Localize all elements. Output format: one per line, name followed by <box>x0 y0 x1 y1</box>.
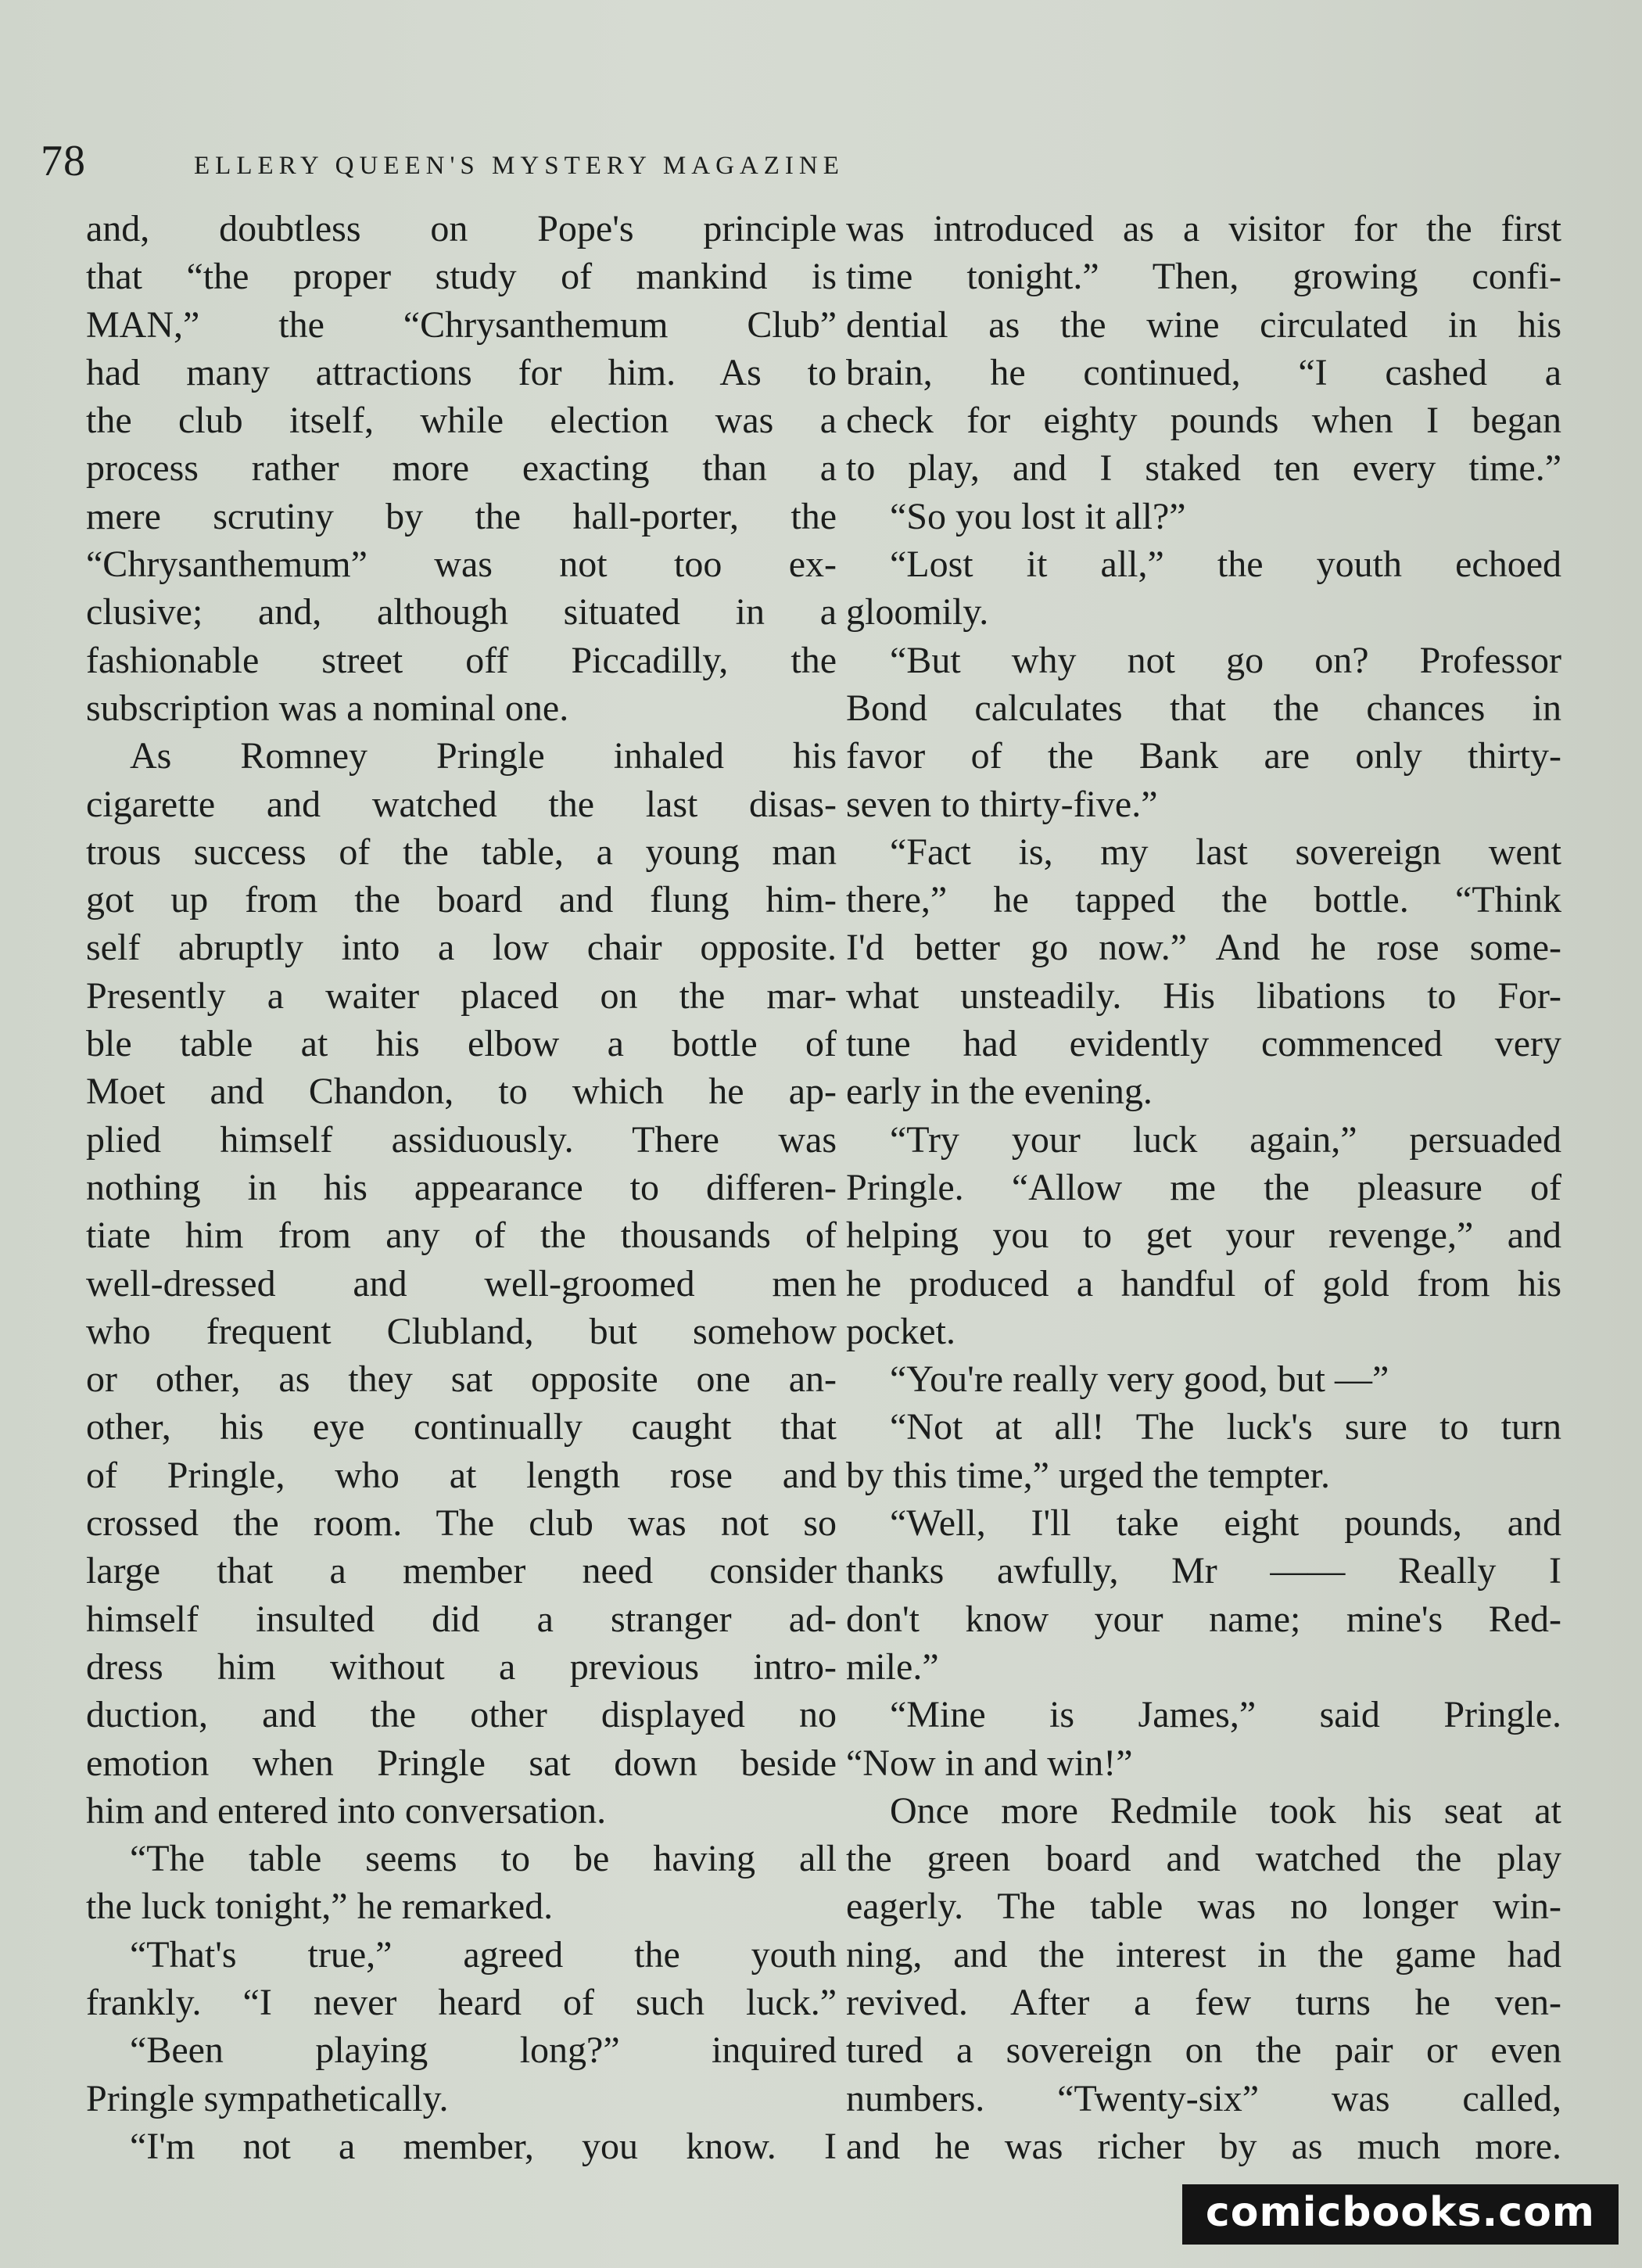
text-line: the club itself, while election was a <box>86 400 837 442</box>
text-line: who frequent Clubland, but somehow <box>86 1310 837 1352</box>
text-line: “Chrysanthemum” was not too ex- <box>86 544 837 586</box>
text-line: frankly. “I never heard of such luck.” <box>86 1981 837 2023</box>
text-line: he produced a handful of gold from his <box>846 1262 1561 1304</box>
text-line: “Been playing long?” inquired <box>130 2029 837 2072</box>
text-line: Presently a waiter placed on the mar- <box>86 974 837 1017</box>
text-line: “Try your luck again,” persuaded <box>890 1118 1561 1161</box>
text-line: of Pringle, who at length rose and <box>86 1454 837 1496</box>
text-line: tune had evidently commenced very <box>846 1023 1561 1065</box>
text-line: “Mine is James,” said Pringle. <box>890 1694 1561 1736</box>
text-line: tiate him from any of the thousands of <box>86 1215 837 1257</box>
text-line: I'd better go now.” And he rose some- <box>846 927 1561 969</box>
watermark-logo: comicbooks.com <box>1182 2184 1619 2245</box>
text-line: “You're really very good, but —” <box>890 1358 1389 1401</box>
text-line: don't know your name; mine's Red- <box>846 1598 1561 1640</box>
text-line: emotion when Pringle sat down beside <box>86 1742 837 1784</box>
text-line: him and entered into conversation. <box>86 1789 607 1832</box>
text-line: favor of the Bank are only thirty- <box>846 735 1561 777</box>
text-line: check for eighty pounds when I began <box>846 400 1561 442</box>
text-line: had many attractions for him. As to <box>86 351 837 393</box>
text-line: ble table at his elbow a bottle of <box>86 1023 837 1065</box>
text-line: Bond calculates that the chances in <box>846 687 1561 729</box>
text-line: duction, and the other displayed no <box>86 1694 837 1736</box>
text-line: numbers. “Twenty-six” was called, <box>846 2077 1561 2119</box>
text-line: thanks awfully, Mr —— Really I <box>846 1550 1561 1592</box>
text-line: seven to thirty-five.” <box>846 783 1158 825</box>
text-line: nothing in his appearance to differen- <box>86 1166 837 1208</box>
text-line: by this time,” urged the tempter. <box>846 1454 1330 1496</box>
text-line: Pringle. “Allow me the pleasure of <box>846 1166 1561 1208</box>
text-line: “Not at all! The luck's sure to turn <box>890 1406 1561 1448</box>
text-line: MAN,” the “Chrysanthemum Club” <box>86 303 837 346</box>
text-line: As Romney Pringle inhaled his <box>130 735 837 777</box>
text-line: Moet and Chandon, to which he ap- <box>86 1071 837 1113</box>
left-column <box>86 205 837 2170</box>
text-line: mere scrutiny by the hall-porter, the <box>86 495 837 537</box>
text-line: plied himself assiduously. There was <box>86 1118 837 1161</box>
text-line: dential as the wine circulated in his <box>846 303 1561 346</box>
text-line: was introduced as a visitor for the first <box>846 208 1561 249</box>
text-line: eagerly. The table was no longer win- <box>846 1886 1561 1928</box>
text-line: that “the proper study of mankind is <box>86 256 837 298</box>
text-line: himself insulted did a stranger ad- <box>86 1598 837 1640</box>
text-line: Once more Redmile took his seat at <box>890 1789 1561 1832</box>
text-line: time tonight.” Then, growing confi- <box>846 256 1561 298</box>
text-line: “The table seems to be having all <box>130 1838 837 1880</box>
text-line: clusive; and, although situated in a <box>86 591 837 633</box>
text-line: self abruptly into a low chair opposite. <box>86 927 837 969</box>
text-line: and he was richer by as much more. <box>846 2125 1561 2167</box>
text-line: and, doubtless on Pope's principle <box>86 208 837 249</box>
text-line: trous success of the table, a young man <box>86 831 837 873</box>
text-line: well-dressed and well-groomed men <box>86 1262 837 1304</box>
text-line: process rather more exacting than a <box>86 447 837 490</box>
text-line: revived. After a few turns he ven- <box>846 1981 1561 2023</box>
text-line: “So you lost it all?” <box>890 495 1186 537</box>
text-line: or other, as they sat opposite one an- <box>86 1358 837 1401</box>
text-line: “But why not go on? Professor <box>890 639 1561 681</box>
text-line: pocket. <box>846 1310 955 1352</box>
text-line: crossed the room. The club was not so <box>86 1502 837 1545</box>
text-line: helping you to get your revenge,” and <box>846 1215 1561 1257</box>
text-line: “Well, I'll take eight pounds, and <box>890 1502 1561 1545</box>
text-line: what unsteadily. His libations to For- <box>846 974 1561 1017</box>
text-line: the luck tonight,” he remarked. <box>86 1886 554 1928</box>
text-line: the green board and watched the play <box>846 1838 1561 1880</box>
text-line: large that a member need consider <box>86 1550 837 1592</box>
text-line: tured a sovereign on the pair or even <box>846 2029 1561 2072</box>
text-line: got up from the board and flung him- <box>86 879 837 921</box>
text-line: “Fact is, my last sovereign went <box>890 831 1561 873</box>
text-line: subscription was a nominal one. <box>86 687 569 729</box>
right-column <box>846 205 1561 2170</box>
text-line: “Lost it all,” the youth echoed <box>890 544 1561 586</box>
text-line: “I'm not a member, you know. I <box>130 2125 837 2167</box>
text-line: cigarette and watched the last disas- <box>86 783 837 825</box>
text-line: to play, and I staked ten every time.” <box>846 447 1561 490</box>
text-line: brain, he continued, “I cashed a <box>846 351 1561 393</box>
text-line: Pringle sympathetically. <box>86 2077 449 2119</box>
text-line: mile.” <box>846 1645 939 1688</box>
text-line: other, his eye continually caught that <box>86 1406 837 1448</box>
text-line: “That's true,” agreed the youth <box>130 1933 837 1976</box>
running-head: ELLERY QUEEN'S MYSTERY MAGAZINE <box>194 152 844 180</box>
text-line: gloomily. <box>846 591 989 633</box>
text-line: there,” he tapped the bottle. “Think <box>846 879 1561 921</box>
text-line: early in the evening. <box>846 1071 1153 1113</box>
page-number: 78 <box>41 137 86 185</box>
text-line: ning, and the interest in the game had <box>846 1933 1561 1976</box>
text-line: “Now in and win!” <box>846 1742 1133 1784</box>
text-line: dress him without a previous intro- <box>86 1645 837 1688</box>
text-line: fashionable street off Piccadilly, the <box>86 639 837 681</box>
